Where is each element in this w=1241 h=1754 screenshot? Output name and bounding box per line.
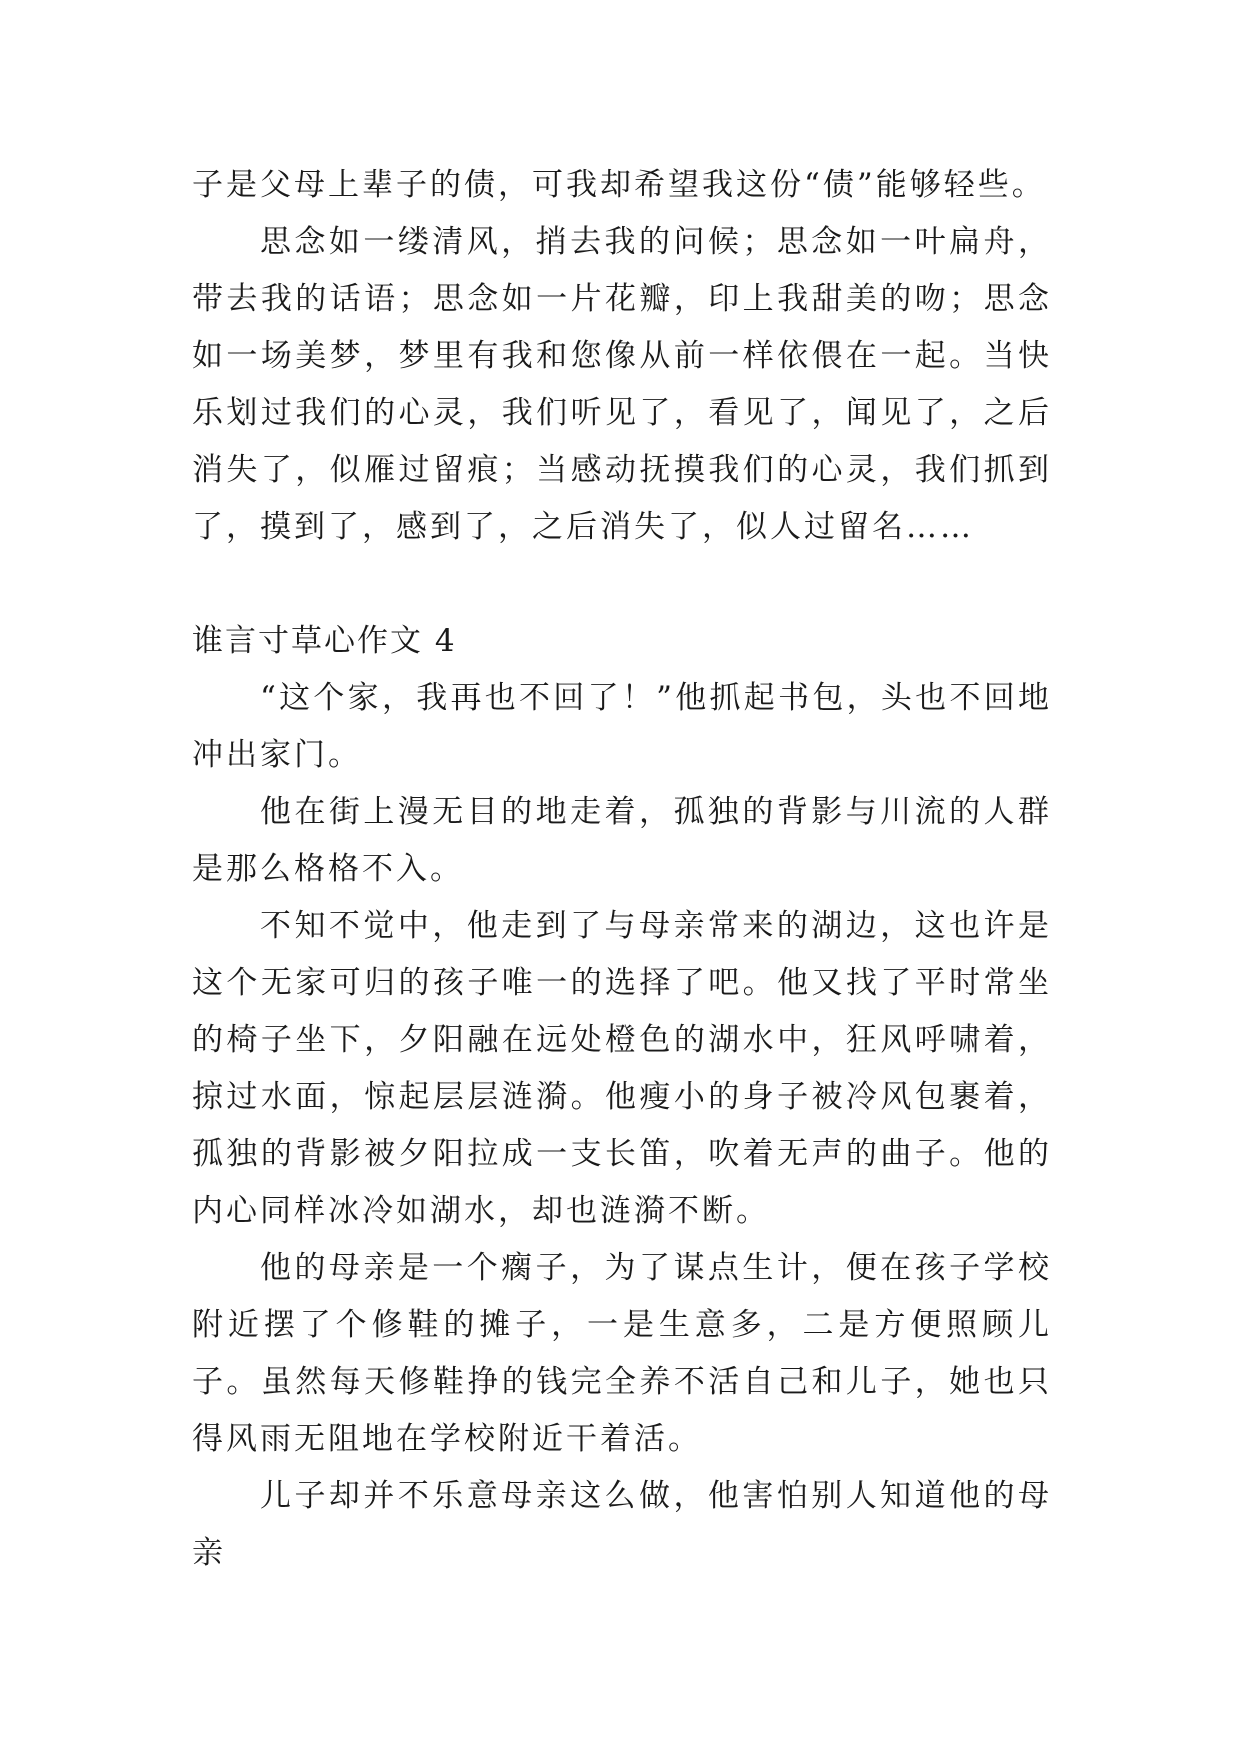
paragraph-1: “这个家，我再也不回了！”他抓起书包，头也不回地冲出家门。 bbox=[192, 680, 1052, 773]
section-title: 谁言寸草心作文 4 bbox=[192, 623, 457, 659]
paragraph-4: 他的母亲是一个瘸子，为了谋点生计，便在孩子学校附近摆了个修鞋的摊子，一是生意多，二是方便照顾儿子。虽然每天修鞋挣的钱完全养不活自己和儿子，她也只得风雨无阻地在学校附近干着活。 bbox=[192, 1250, 1052, 1457]
missing-paragraph: 思念如一缕清风，捎去我的问候；思念如一叶扁舟，带去我的话语；思念如一片花瓣，印上我甜美的吻；思念如一场美梦，梦里有我和您像从前一样依偎在一起。当快乐划过我们的心灵，我们听见了，看见了，闻见了，之后消失了，似雁过留痕；当感动抚摸我们的心灵，我们抓到了，摸到了，感到了，之后消失了，似人过留名…… bbox=[192, 224, 1052, 545]
paragraph-3: 不知不觉中，他走到了与母亲常来的湖边，这也许是这个无家可归的孩子唯一的选择了吧。他又找了平时常坐的椅子坐下，夕阳融在远处橙色的湖水中，狂风呼啸着，掠过水面，惊起层层涟漪。他瘦小的身子被冷风包裹着，孤独的背影被夕阳拉成一支长笛，吹着无声的曲子。他的内心同样冰冷如湖水，却也涟漪不断。 bbox=[192, 908, 1052, 1229]
section-spacer bbox=[192, 556, 1052, 613]
paragraph-2: 他在街上漫无目的地走着，孤独的背影与川流的人群是那么格格不入。 bbox=[192, 794, 1052, 887]
document-body bbox=[192, 157, 1052, 1582]
paragraph-5: 儿子却并不乐意母亲这么做，他害怕别人知道他的母亲 bbox=[192, 1478, 1052, 1571]
continued-paragraph: 子是父母上辈子的债，可我却希望我这份“债”能够轻些。 bbox=[192, 167, 1046, 203]
